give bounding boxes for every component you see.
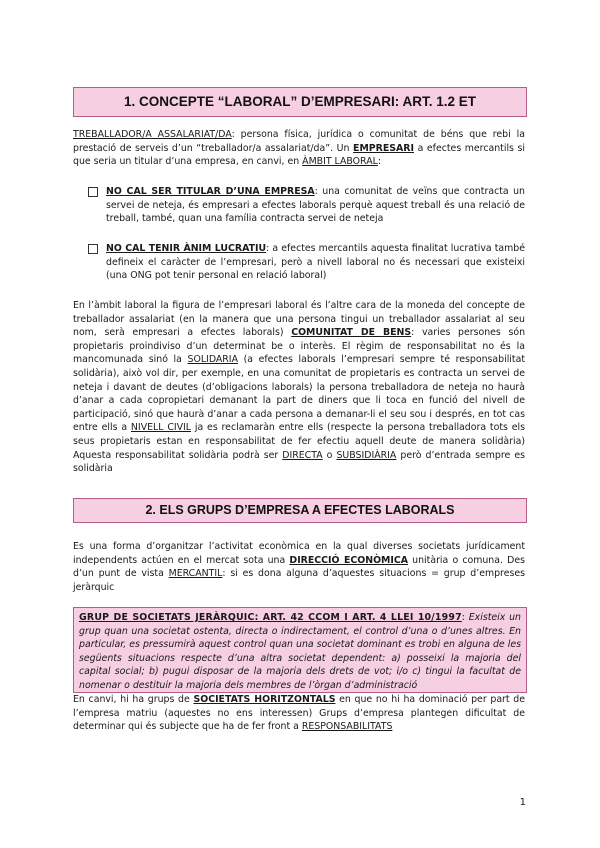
term-empresari: EMPRESARI <box>353 142 414 154</box>
quote-body: Existeix un grup quan una societat ostenta, directa o indirectament, el control d’una o d’unes altres. En particular, es pressumirà aquest control quan una societat dominant es trobi en alguna de les següents situacions respecte d’una altra societat dependent: a) posseixi la majoria del capital social; b) pugui disposar de la majoria dels drets de vot; i/o c) tingui la facultat de nomenar o destituir la majoria dels membres de l’òrgan d’administració <box>79 612 521 691</box>
section-1-heading: 1. CONCEPTE “LABORAL” D’EMPRESARI: ART. 1.2 ET <box>73 87 527 117</box>
term-societats-horitzontals: SOCIETATS HORITZONTALS <box>193 694 336 705</box>
list-item <box>88 185 525 226</box>
term-directa: DIRECTA <box>282 449 323 461</box>
quote-title: GRUP DE SOCIETATS JERÀRQUIC: ART. 42 CCOM I ART. 4 LLEI 10/1997 <box>79 612 462 623</box>
term-subsidiaria: SUBSIDIÀRIA <box>336 449 397 461</box>
bullet-title: NO CAL SER TITULAR D’UNA EMPRESA <box>106 186 315 197</box>
section-2-intro: Es una forma d’organitzar l’activitat econòmica en la qual diverses societats jurídicament independents actúen en el mercat sota una DIRECCIÓ ECONÒMICA unitària o comuna. Des d’un punt de vista MERCANTIL: si es dona alguna d’aquestes situacions = grup d’empreses jeràrquic <box>73 541 526 593</box>
bullet-text: : a efectes mercantils aquesta finalitat lucrativa també defineix el caràcter de l’empresari, però a nivell laboral no és necessari que existeixi (una ONG pot tenir personal en relació laboral) <box>106 243 525 282</box>
term-nivell-civil: NIVELL CIVIL <box>130 422 192 434</box>
term-comunitat-de-bens: COMUNITAT DE BENS <box>291 327 412 339</box>
legal-quote-box: GRUP DE SOCIETATS JERÀRQUIC: ART. 42 CCOM I ART. 4 LLEI 10/1997: Existeix un grup quan una societat ostenta, directa o indirectament, el control d’una o d’unes altres. En particular, es pressumirà aquest control quan una societat dominant es trobi en alguna de les següents situacions respecte d’una altra societat dependent: a) posseixi la majoria del capital social; b) pugui disposar de la majoria dels drets de vot; i/o c) tingui la facultat de nomenar o destituir la majoria dels membres de l’òrgan d’administració <box>73 607 527 693</box>
checkbox-bullet-icon <box>88 244 98 254</box>
section-2-heading: 2. ELS GRUPS D’EMPRESA A EFECTES LABORALS <box>73 498 527 523</box>
bullet-text: : una comunitat de veïns que contracta un servei de neteja, és empresari a efectes laborals perquè aquest treball és una relació de treball, també, quan una família contracta servei de neteja <box>106 186 525 225</box>
list-item <box>88 242 525 283</box>
term-treballador: TREBALLADOR/A ASSALARIAT/DA <box>73 129 232 140</box>
checkbox-bullet-icon <box>88 187 98 197</box>
section-1-body: En l’àmbit laboral la figura de l’empresari laboral és l’altre cara de la moneda del concepte de treballador assalariat (en la manera que una persona tingui un treballador assalariat al seu nom, serà empresari a efectes laborals) COMUNITAT DE BENS: varies persones són propietaris proindiviso d’un determinat be o interès. El règim de responsabilitat no és la mancomunada sinó la SOLIDARIA (a efectes laborals l’empresari sempre té responsabilitat solidària), això vol dir, per exemple, en una comunitat de propietaris es contracta un servei de neteja i davant de deutes (d’obligacions laborals) la persona treballadora de neteja no haurà d’anar a cada copropietari demanant la part de diners que li toca en funció del nivell de participació, sinó que haurà d’anar a cada persona a demanar-li el seu sou i després, en tot cas entre ells a NIVELL CIVIL ja es reclamaràn entre ells (respecte la persona treballadora tots els seus propietaris estan en responsabilitat de fer efectiu aquell deute de manera solidària) Aquesta responsabilitat solidària podrà ser DIRECTA o SUBSIDIÀRIA però d’entrada sempre es solidària <box>73 300 526 475</box>
term-mercantil: MERCANTIL <box>168 568 223 580</box>
section-1-intro: TREBALLADOR/A ASSALARIAT/DA: persona física, jurídica o comunitat de béns que rebi la prestació de serveis d’un “treballador/a assalariat/da”. Un EMPRESARI a efectes mercantils si que seria un titular d’una empresa, en canvi, en ÀMBIT LABORAL: <box>73 129 525 168</box>
term-direccio-economica: DIRECCIÓ ECONÒMICA <box>289 554 408 566</box>
term-responsabilitats: RESPONSABILITATS <box>301 721 393 733</box>
section-2-outro: En canvi, hi ha grups de SOCIETATS HORITZONTALS en que no hi ha dominació per part de l’empresa matriu (aquestes no ens interessen) Grups d’empresa plantegen dificultat de determinar qui és subjecte que ha de fer front a RESPONSABILITATS <box>73 694 525 733</box>
term-solidaria: SOLIDARIA <box>187 354 238 366</box>
term-ambit-laboral: ÀMBIT LABORAL <box>302 156 378 168</box>
bullet-title: NO CAL TENIR ÀNIM LUCRATIU <box>106 243 267 254</box>
page-number: 1 <box>519 797 526 808</box>
